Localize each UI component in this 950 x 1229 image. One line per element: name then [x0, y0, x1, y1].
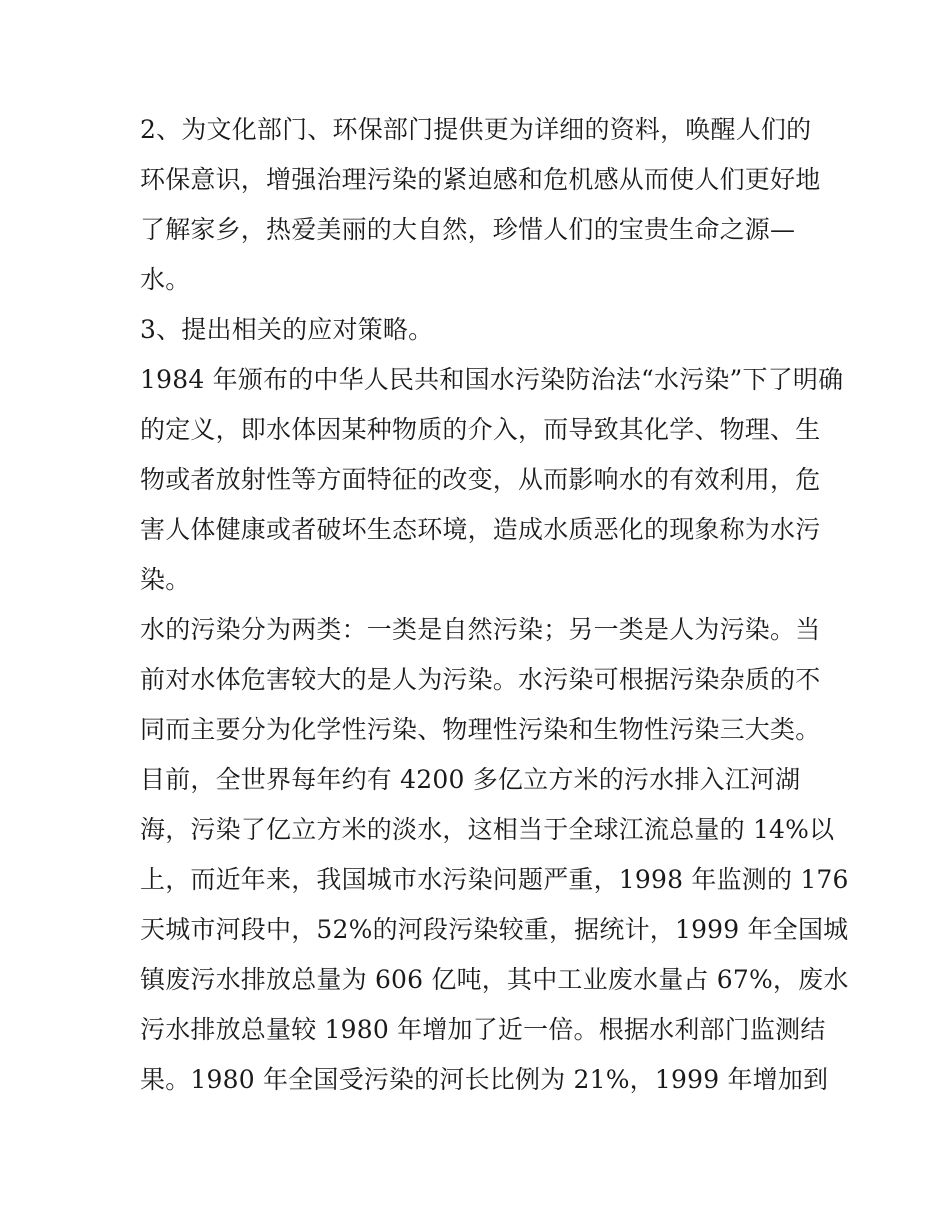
- text-line: 前对水体危害较大的是人为污染。水污染可根据污染杂质的不: [140, 665, 821, 694]
- text-line: 3、提出相关的应对策略。: [140, 315, 434, 344]
- text-line: 镇废污水排放总量为 606 亿吨，其中工业废水量占 67%，废水: [140, 965, 849, 994]
- text-line: 水的污染分为两类：一类是自然污染；另一类是人为污染。当: [140, 615, 821, 644]
- text-line: 了解家乡，热爱美丽的大自然，珍惜人们的宝贵生命之源—: [140, 215, 796, 244]
- text-line: 1984 年颁布的中华人民共和国水污染防治法“水污染”下了明确: [140, 365, 844, 394]
- text-line: 物或者放射性等方面特征的改变，从而影响水的有效利用，危: [140, 465, 821, 494]
- text-line: 上，而近年来，我国城市水污染问题严重，1998 年监测的 176: [140, 865, 849, 894]
- text-line: 水。: [140, 265, 191, 294]
- text-line: 污水排放总量较 1980 年增加了近一倍。根据水利部门监测结: [140, 1015, 826, 1044]
- text-line: 天城市河段中，52%的河段污染较重，据统计，1999 年全国城: [140, 915, 849, 944]
- text-line: 环保意识，增强治理污染的紧迫感和危机感从而使人们更好地: [140, 165, 821, 194]
- text-line: 染。: [140, 565, 191, 594]
- text-line: 果。1980 年全国受污染的河长比例为 21%，1999 年增加到: [140, 1065, 829, 1094]
- text-line: 害人体健康或者破坏生态环境，造成水质恶化的现象称为水污: [140, 515, 821, 544]
- text-line: 2、为文化部门、环保部门提供更为详细的资料，唤醒人们的: [140, 115, 812, 144]
- text-line: 海，污染了亿立方米的淡水，这相当于全球江流总量的 14%以: [140, 815, 835, 844]
- text-line: 目前，全世界每年约有 4200 多亿立方米的污水排入江河湖: [140, 765, 801, 794]
- text-line: 同而主要分为化学性污染、物理性污染和生物性污染三大类。: [140, 715, 821, 744]
- text-line: 的定义，即水体因某种物质的介入，而导致其化学、物理、生: [140, 415, 821, 444]
